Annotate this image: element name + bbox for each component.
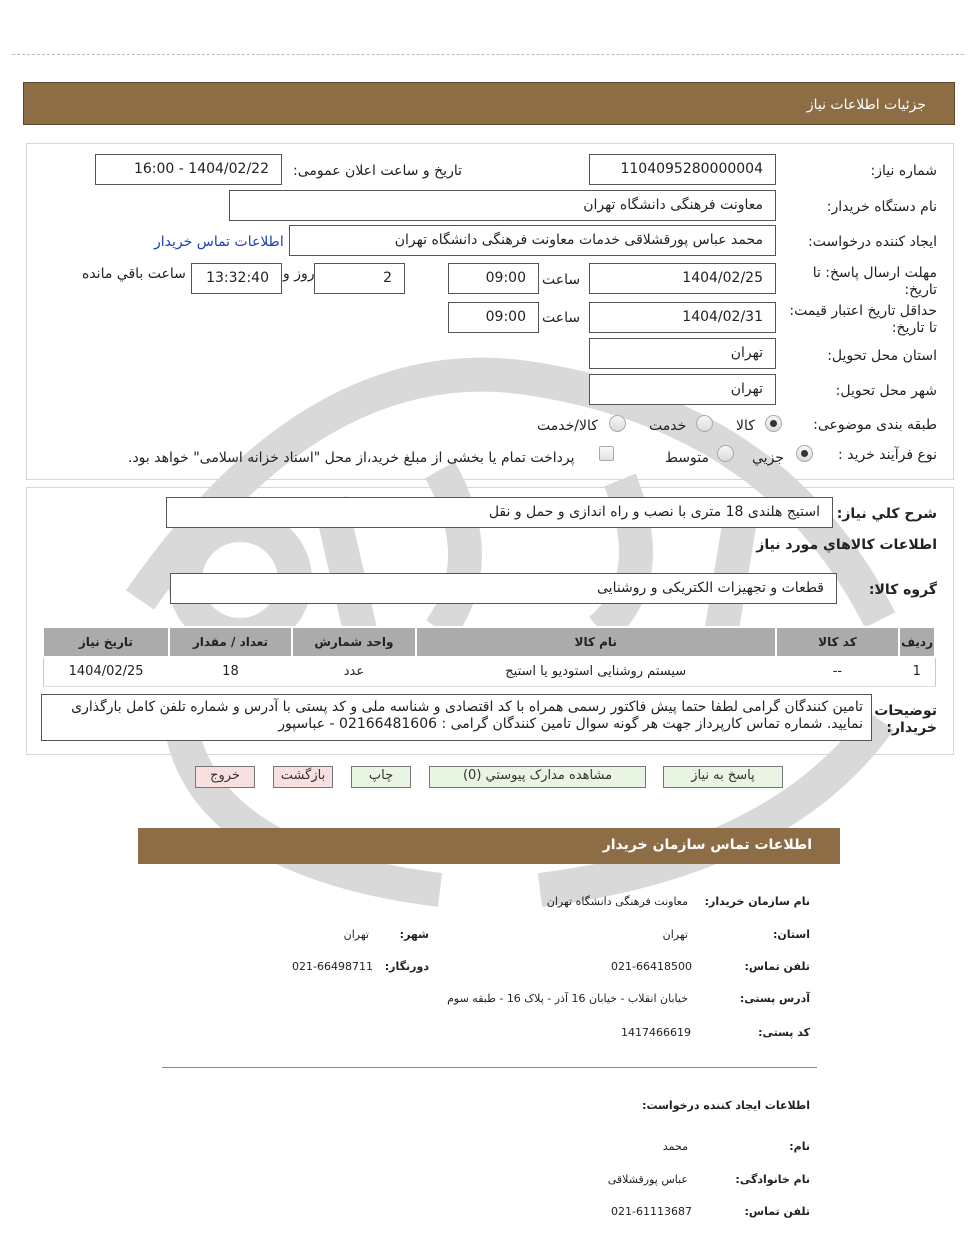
- treasury-note: پرداخت تمام یا بخشی از مبلغ خرید،از محل "اسناد خزانه اسلامی" خواهد بود.: [128, 450, 575, 466]
- buyer-org-field: معاونت فرهنگی دانشگاه تهران: [229, 190, 776, 221]
- contact-city-value: تهران: [343, 928, 369, 941]
- category-goods-label: کالا: [736, 418, 755, 434]
- purchase-type-label: نوع فرآیند خرید :: [838, 447, 937, 463]
- col-row: رديف: [899, 627, 935, 657]
- deadline-time-label: ساعت: [542, 272, 581, 288]
- col-name: نام کالا: [416, 627, 776, 657]
- contact-fax-label: دورنگار:: [384, 960, 429, 973]
- contact-address-label: آدرس پستی:: [739, 992, 810, 1005]
- purchase-minor-radio[interactable]: [796, 445, 813, 462]
- table-row: [43, 657, 935, 686]
- contact-postal-value: 1417466619: [621, 1026, 691, 1039]
- contact-divider: [162, 1067, 817, 1068]
- days-label: روز و: [283, 266, 315, 282]
- need-number-label: شماره نیاز:: [870, 163, 937, 179]
- province-field: تهران: [589, 338, 776, 369]
- col-code: کد کالا: [776, 627, 899, 657]
- exit-button[interactable]: خروج: [195, 766, 255, 788]
- category-goods-service-radio[interactable]: [609, 415, 626, 432]
- col-qty: تعداد / مقدار: [169, 627, 292, 657]
- back-button[interactable]: بازگشت: [273, 766, 333, 788]
- category-service-label: خدمت: [649, 418, 687, 434]
- cell-row: 1: [899, 657, 935, 686]
- contact-phone-value: 021-66418500: [611, 960, 692, 973]
- creator-name-value: محمد: [662, 1140, 688, 1153]
- goods-group-field: قطعات و تجهیزات الکتریکی و روشنایی: [170, 573, 837, 604]
- cell-code: --: [776, 657, 899, 686]
- purchase-medium-label: متوسط: [665, 450, 709, 466]
- remaining-label: ساعت باقي مانده: [82, 266, 186, 282]
- deadline-date-field: 1404/02/25: [589, 263, 776, 294]
- creator-phone-value: 021-61113687: [611, 1205, 692, 1218]
- deadline-time-field: 09:00: [448, 263, 539, 294]
- category-goods-service-label: کالا/خدمت: [537, 418, 598, 434]
- reply-button[interactable]: پاسخ به نیاز: [663, 766, 783, 788]
- contact-fax-value: 021-66498711: [292, 960, 373, 973]
- creator-label: ایجاد کننده درخواست:: [808, 234, 937, 250]
- page-header: [23, 82, 955, 125]
- treasury-checkbox[interactable]: [599, 446, 614, 461]
- price-validity-label: حداقل تاریخ اعتبار قیمت: تا تاریخ:: [789, 303, 937, 336]
- col-date: تاریخ نیاز: [43, 627, 169, 657]
- deadline-label: مهلت ارسال پاسخ: تا تاریخ:: [812, 265, 937, 298]
- price-validity-date-field: 1404/02/31: [589, 302, 776, 333]
- remaining-time-field: 13:32:40: [191, 263, 282, 294]
- category-service-radio[interactable]: [696, 415, 713, 432]
- attachments-button[interactable]: مشاهده مدارک پیوستي (0): [429, 766, 646, 788]
- page-title: جزئیات اطلاعات نیاز: [806, 97, 926, 113]
- contact-city-label: شهر:: [399, 928, 429, 941]
- goods-info-title: اطلاعات کالاهاي مورد نياز: [756, 537, 937, 553]
- category-label: طبقه بندی موضوعی:: [813, 417, 937, 433]
- announce-field: 1404/02/22 - 16:00: [95, 154, 282, 185]
- city-label: شهر محل تحویل:: [835, 383, 937, 399]
- cell-unit: عدد: [292, 657, 416, 686]
- contact-postal-label: کد پستی:: [758, 1026, 810, 1039]
- price-validity-time-label: ساعت: [542, 310, 581, 326]
- summary-label: شرح کلي نياز:: [836, 506, 937, 522]
- category-goods-radio[interactable]: [765, 415, 782, 432]
- top-divider: [12, 54, 964, 55]
- goods-table-header: [43, 627, 935, 657]
- creator-info-title: اطلاعات ایجاد کننده درخواست:: [642, 1099, 810, 1112]
- col-unit: واحد شمارش: [292, 627, 416, 657]
- price-validity-time-field: 09:00: [448, 302, 539, 333]
- purchase-minor-label: جزیي: [752, 450, 784, 466]
- print-button[interactable]: چاپ: [351, 766, 411, 788]
- province-label: استان محل تحویل:: [827, 348, 937, 364]
- announce-label: تاریخ و ساعت اعلان عمومی:: [293, 163, 462, 179]
- notes-field: تامین کنندگان گرامی لطفا حتما پیش فاکتور رسمی همراه با کد اقتصادی و شناسه ملی و کد پستی با آدرس و شماره تلفن کامل بارگذاری نمایید. شماره تماس کارپرداز جهت هر گونه سوال تامین کنندگان گرامی : 02166481606 - عباسپور: [41, 694, 872, 741]
- cell-name: سیستم روشنایی استودیو یا استیج: [416, 657, 776, 686]
- city-field: تهران: [589, 374, 776, 405]
- cell-date: 1404/02/25: [43, 657, 169, 686]
- contact-header: [138, 828, 840, 864]
- cell-qty: 18: [169, 657, 292, 686]
- creator-family-value: عباس پورقشلاقی: [607, 1173, 688, 1186]
- contact-address-value: خیابان انقلاب - خیابان 16 آذر - پلاک 16 - طبقه سوم: [447, 992, 688, 1005]
- contact-phone-label: تلفن تماس:: [744, 960, 810, 973]
- days-field: 2: [314, 263, 405, 294]
- contact-province-value: تهران: [662, 928, 688, 941]
- contact-org-label: نام سازمان خریدار:: [704, 895, 810, 908]
- goods-table: [42, 626, 936, 687]
- summary-field: استیج هلندی 18 متری با نصب و راه اندازی و حمل و نقل: [166, 497, 833, 528]
- creator-family-label: نام خانوادگی:: [735, 1173, 810, 1186]
- contact-org-value: معاونت فرهنگی دانشگاه تهران: [546, 895, 688, 908]
- contact-title: اطلاعات تماس سازمان خریدار: [602, 837, 812, 853]
- need-number-field: 1104095280000004: [589, 154, 776, 185]
- creator-name-label: نام:: [789, 1140, 810, 1153]
- notes-label: توضیحات خریدار:: [874, 703, 937, 736]
- purchase-medium-radio[interactable]: [717, 445, 734, 462]
- creator-field: محمد عباس پورقشلاقی خدمات معاونت فرهنگی دانشگاه تهران: [289, 225, 776, 256]
- contact-province-label: استان:: [773, 928, 810, 941]
- creator-phone-label: تلفن تماس:: [744, 1205, 810, 1218]
- buyer-org-label: نام دستگاه خریدار:: [826, 199, 937, 215]
- buyer-contact-link[interactable]: اطلاعات تماس خریدار: [154, 234, 284, 250]
- goods-group-label: گروه کالا:: [868, 582, 937, 598]
